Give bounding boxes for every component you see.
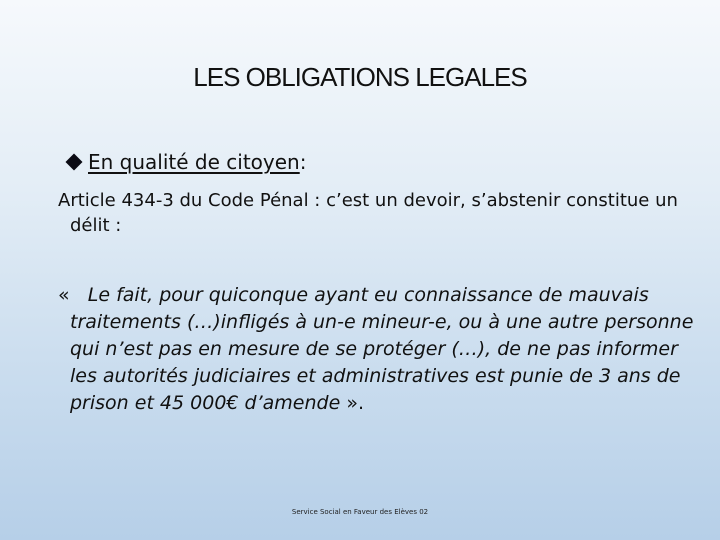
quote-body: Le fait, pour quiconque ayant eu connaissance de mauvais traitements (…)infligés à un-e mineur-e, ou à une autre personne qui n’est pas en mesure de se protéger (…), de ne pas informer les autorités judiciaires et administratives est punie de 3 ans de prison et 45 000€ d’amende xyxy=(70,284,694,414)
bullet-line xyxy=(64,150,306,174)
legal-quote xyxy=(58,282,700,417)
diamond-bullet-icon xyxy=(66,154,83,171)
bullet-suffix: : xyxy=(299,150,307,174)
quote-open: « xyxy=(58,284,70,306)
slide-footer: Service Social en Faveur des Elèves 02 xyxy=(291,508,429,516)
slide-title: LES OBLIGATIONS LEGALES xyxy=(193,62,527,92)
article-text: Article 434-3 du Code Pénal : c’est un devoir, s’abstenir constitue un délit : xyxy=(58,190,678,236)
quote-close: ». xyxy=(346,392,364,414)
bullet-text: En qualité de citoyen xyxy=(88,150,300,174)
